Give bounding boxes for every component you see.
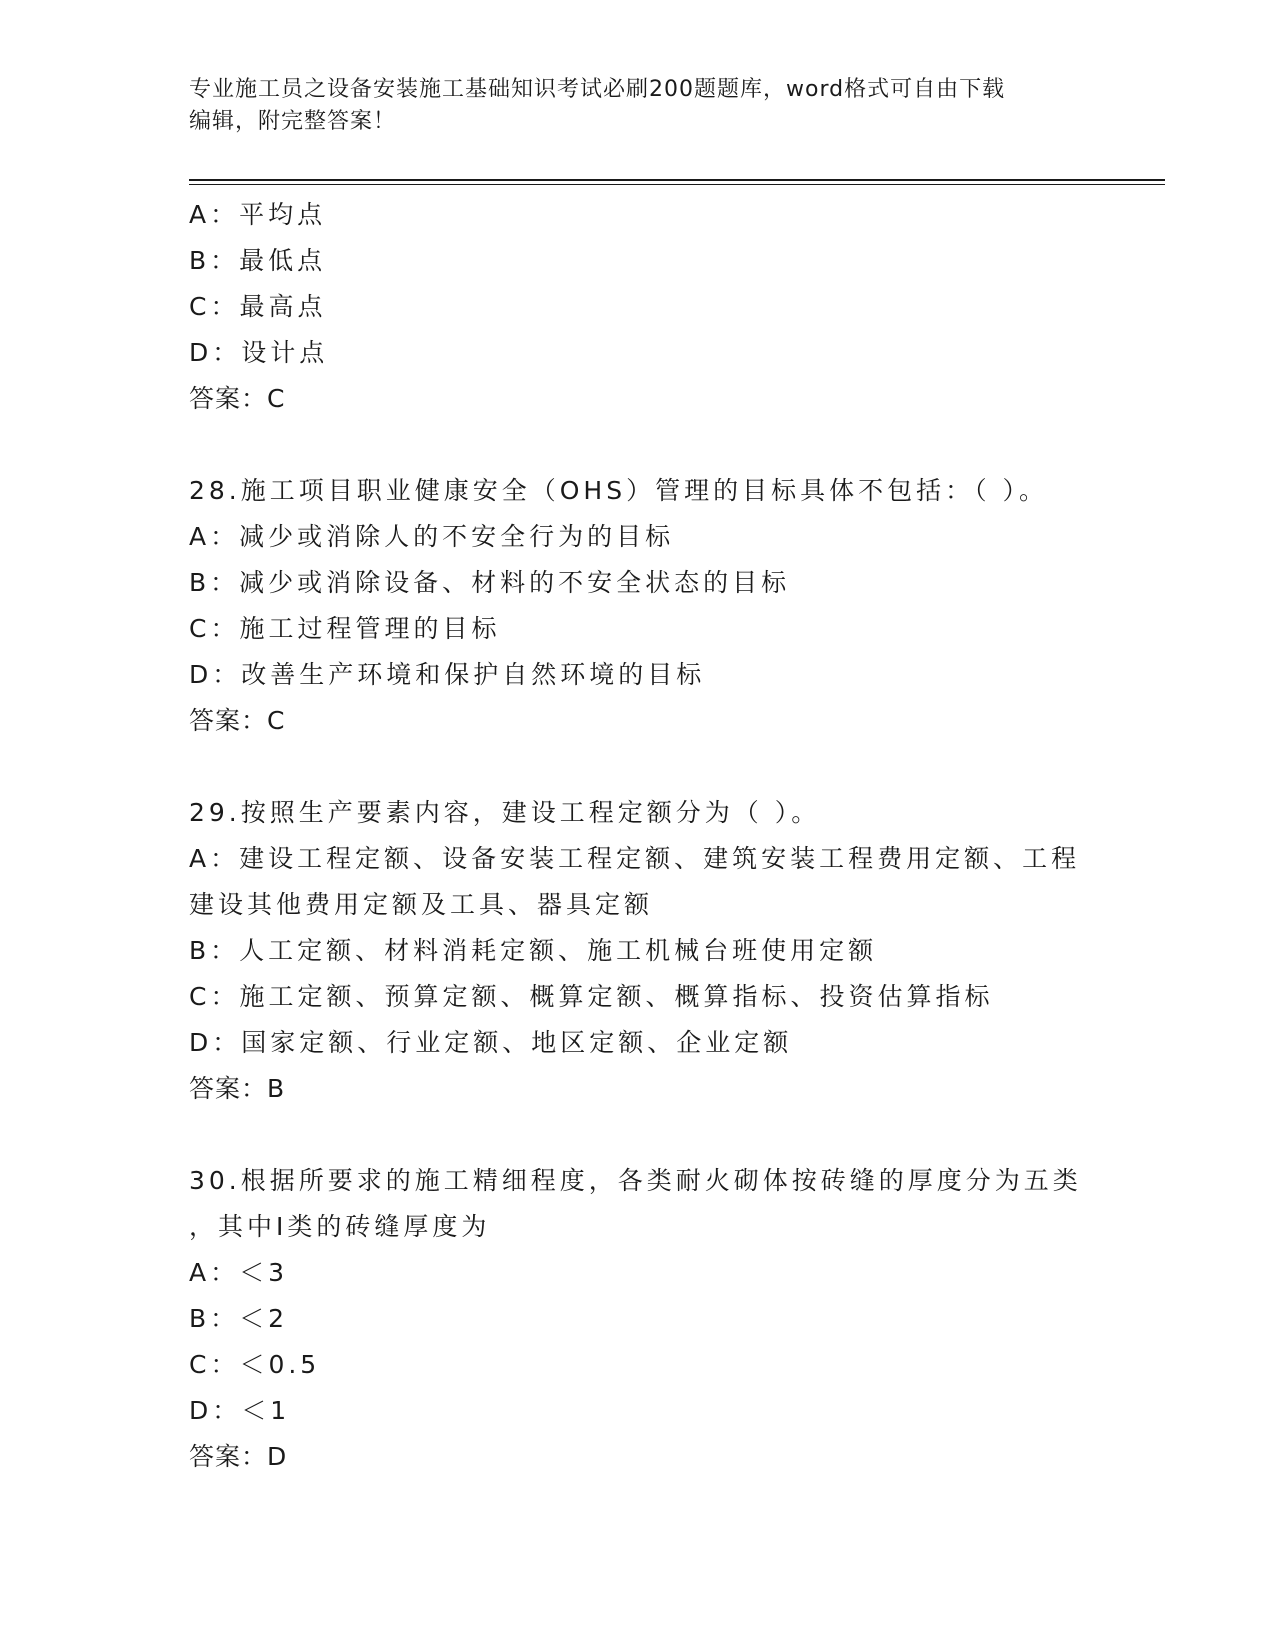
answer: 答案：B bbox=[189, 1074, 286, 1103]
header-divider-thin bbox=[189, 184, 1165, 185]
option-b: B：最低点 bbox=[189, 246, 327, 275]
option-c: C：最高点 bbox=[189, 292, 327, 321]
option-a-line-1: A：建设工程定额、设备安装工程定额、建筑安装工程费用定额、工程 bbox=[189, 844, 1081, 873]
option-a: A：减少或消除人的不安全行为的目标 bbox=[189, 522, 675, 551]
answer: 答案：D bbox=[189, 1442, 288, 1471]
header-line-1: 专业施工员之设备安装施工基础知识考试必刷200题题库，word格式可自由下载 bbox=[189, 77, 1006, 102]
option-d: D：设计点 bbox=[189, 338, 329, 367]
question-30 bbox=[189, 1158, 1089, 1480]
spacer bbox=[189, 744, 1089, 790]
option-a-line-2: 建设其他费用定额及工具、器具定额 bbox=[189, 890, 654, 919]
option-b: B：＜2 bbox=[189, 1304, 289, 1333]
question-text-line-2: ，其中Ⅰ类的砖缝厚度为 bbox=[189, 1212, 491, 1241]
question-27-continued bbox=[189, 192, 1089, 422]
option-b: B：减少或消除设备、材料的不安全状态的目标 bbox=[189, 568, 791, 597]
question-28 bbox=[189, 468, 1089, 744]
answer: 答案：C bbox=[189, 706, 286, 735]
option-c: C：施工过程管理的目标 bbox=[189, 614, 501, 643]
question-text-line-1: 30.根据所要求的施工精细程度，各类耐火砌体按砖缝的厚度分为五类 bbox=[189, 1166, 1082, 1195]
option-d: D：改善生产环境和保护自然环境的目标 bbox=[189, 660, 706, 689]
header-line-2: 编辑，附完整答案！ bbox=[189, 109, 397, 134]
option-c: C：施工定额、预算定额、概算定额、概算指标、投资估算指标 bbox=[189, 982, 994, 1011]
answer: 答案：C bbox=[189, 384, 286, 413]
option-a: A：平均点 bbox=[189, 200, 327, 229]
option-d: D：＜1 bbox=[189, 1396, 291, 1425]
option-d: D：国家定额、行业定额、地区定额、企业定额 bbox=[189, 1028, 793, 1057]
header-divider-thick bbox=[189, 179, 1165, 181]
spacer bbox=[189, 1112, 1089, 1158]
document-header bbox=[189, 74, 1089, 138]
question-text: 28.施工项目职业健康安全（OHS）管理的目标具体不包括：（ ）。 bbox=[189, 476, 1049, 505]
question-29 bbox=[189, 790, 1089, 1112]
question-text: 29.按照生产要素内容，建设工程定额分为（ ）。 bbox=[189, 798, 821, 827]
question-list bbox=[189, 192, 1089, 1480]
option-c: C：＜0.5 bbox=[189, 1350, 321, 1379]
spacer bbox=[189, 422, 1089, 468]
option-a: A：＜3 bbox=[189, 1258, 289, 1287]
option-b: B：人工定额、材料消耗定额、施工机械台班使用定额 bbox=[189, 936, 878, 965]
